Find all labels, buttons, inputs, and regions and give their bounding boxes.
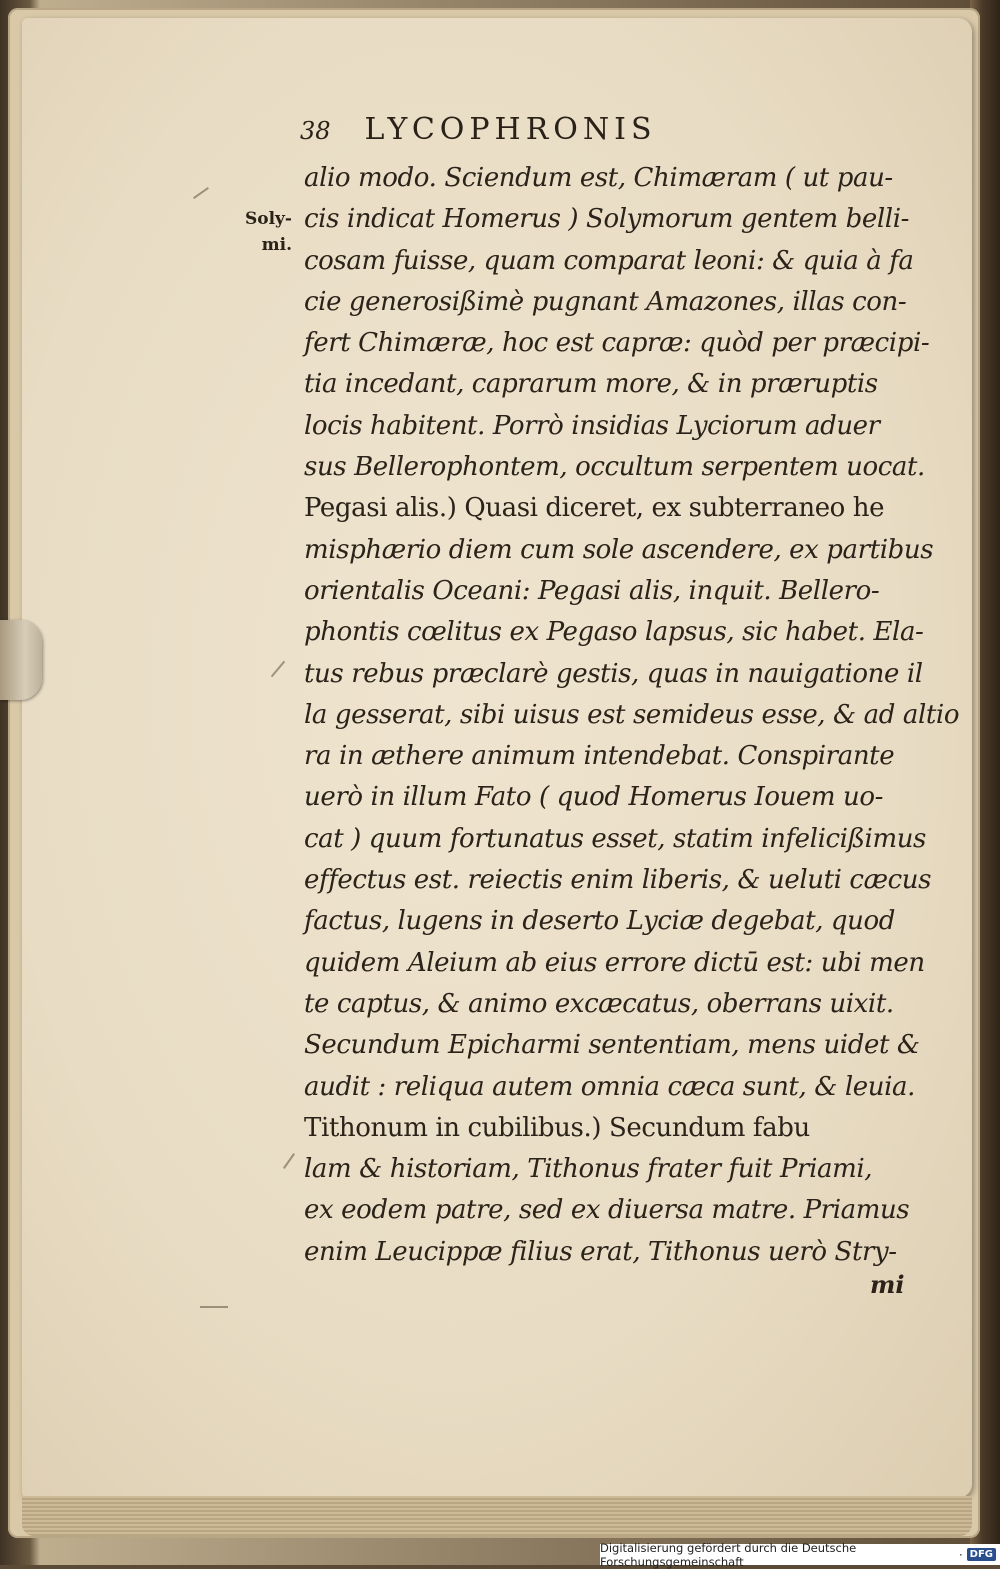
text-line: la gesserat, sibi uisus est semideus esse, & ad altio [304,699,960,730]
text-line: enim Leucippæ filius erat, Tithonus uerò Stry- [304,1236,897,1267]
credit-text: Digitalisierung gefördert durch die Deutsche Forschungsgemeinschaft [600,1540,857,1569]
text-line: cosam fuisse, quam comparat leoni: & quia à fa [304,245,914,276]
page-clip [0,620,42,700]
body-text [304,158,960,1273]
text-line: ex eodem patre, sed ex diuersa matre. Priamus [304,1195,910,1226]
text-line: uerò in illum Fato ( quod Homerus Iouem uo- [304,782,884,813]
text-line: effectus est. reiectis enim liberis, & ueluti cæcus [304,865,932,896]
text-line: misphærio diem cum sole ascendere, ex partibus [304,534,934,565]
marginal-note-line: Soly- [244,209,292,229]
separator: · [959,1547,963,1562]
text-line: lam & historiam, Tithonus frater fuit Priami, [304,1154,873,1185]
text-line: tia incedant, caprarum more, & in præruptis [304,369,878,400]
text-line: quidem Aleium ab eius errore dictū est: ubi men [304,947,925,978]
text-line: cis indicat Homerus ) Solymorum gentem belli- [304,204,909,235]
marginal-note-line: mi. [261,235,292,255]
margin-mark [200,1306,228,1308]
text-line: fert Chimæræ, hoc est capræ: quòd per præcipi- [304,328,930,359]
text-line: orientalis Oceani: Pegasi alis, inquit. Bellero- [304,575,880,606]
marginal-note [222,206,292,258]
text-line: cat ) quum fortunatus esset, statim infelicißimus [304,823,926,854]
running-title: LYCOPHRONIS [364,112,657,147]
text-line: Tithonum in cubilibus.) Secundum fabu [304,1112,810,1143]
catchword: mi [870,1270,905,1299]
text-line: alio modo. Sciendum est, Chimæram ( ut pau- [304,163,893,193]
text-line: te captus, & animo excæcatus, oberrans uixit. [304,988,894,1019]
page-edges [22,1496,972,1536]
text-line: cie generosißimè pugnant Amazones, illas con- [304,286,907,317]
text-line: ra in æthere animum intendebat. Conspirante [304,741,895,772]
text-line: tus rebus præclarè gestis, quas in nauigatione il [304,658,923,689]
text-line: phontis cœlitus ex Pegaso lapsus, sic habet. Ela- [304,617,924,648]
text-line: Pegasi alis.) Quasi diceret, ex subterraneo he [304,493,885,524]
digitization-credit [600,1540,1000,1569]
dfg-logo: DFG [967,1548,996,1561]
text-line: factus, lugens in deserto Lyciæ degebat, quod [304,906,896,937]
text-line: Secundum Epicharmi sententiam, mens uidet & [304,1030,920,1061]
text-line: locis habitent. Porrò insidias Lyciorum aduer [304,410,880,441]
text-line: audit : reliqua autem omnia cæca sunt, & leuia. [304,1071,915,1102]
text-line: sus Bellerophontem, occultum serpentem uocat. [304,452,925,483]
running-head [300,112,770,147]
page-number: 38 [300,117,331,145]
